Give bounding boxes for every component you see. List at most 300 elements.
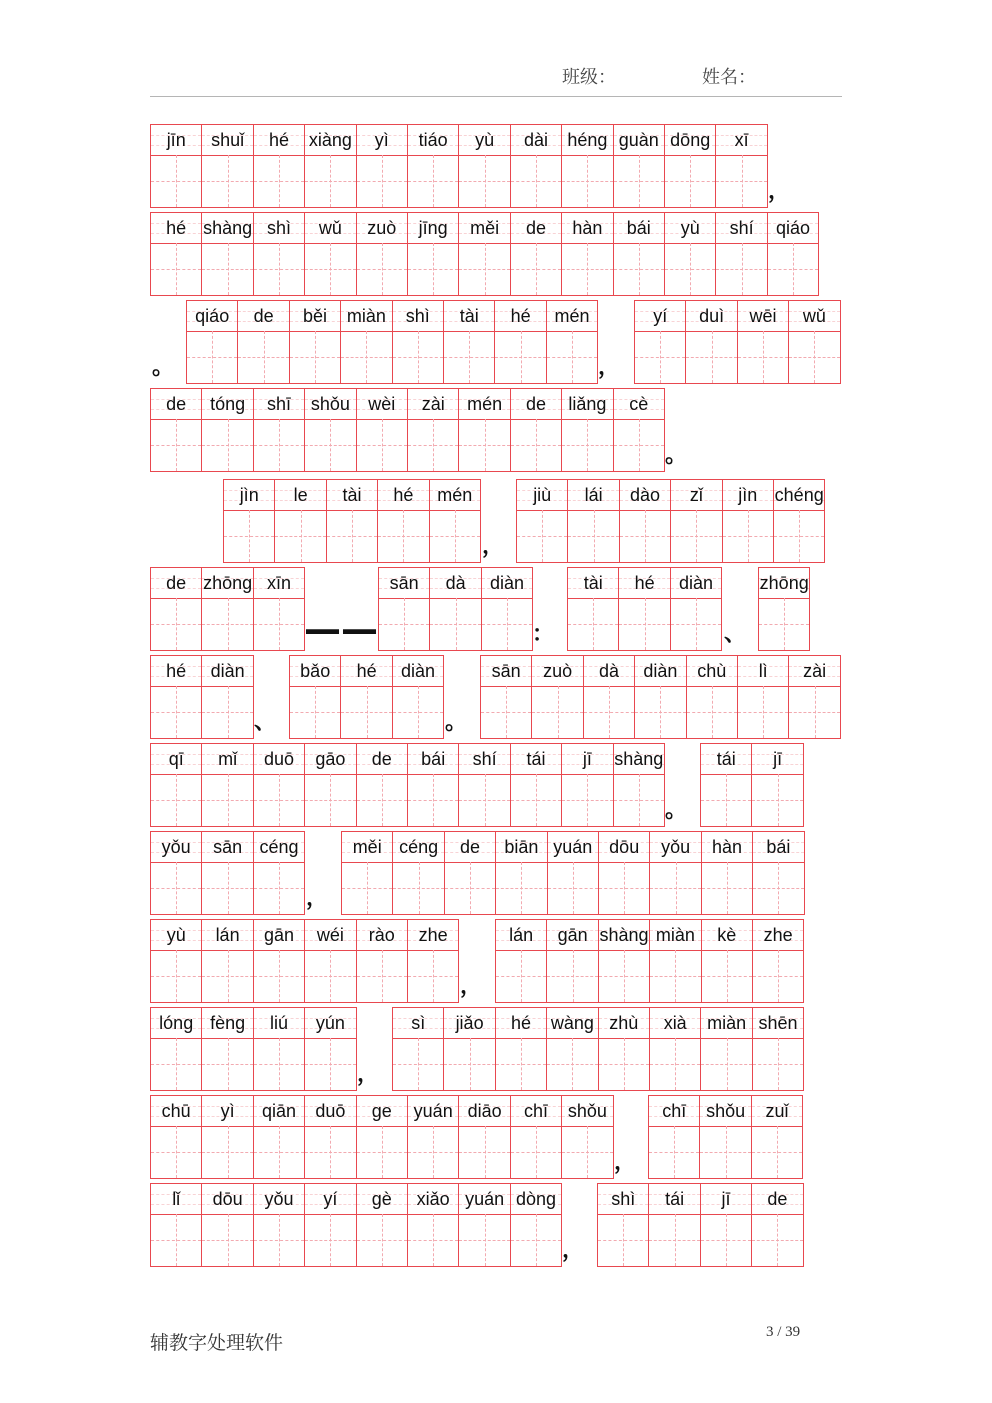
character-box <box>305 1214 355 1266</box>
grid-guide-line <box>536 1214 537 1266</box>
writing-cell <box>752 919 804 1003</box>
pinyin-box <box>202 389 252 420</box>
writing-cell <box>253 743 305 827</box>
pinyin-syllable: gè <box>371 1189 392 1209</box>
character-box <box>511 1126 561 1178</box>
character-box <box>357 950 407 1002</box>
writing-cell <box>758 567 810 651</box>
pinyin-syllable: shì <box>405 306 430 326</box>
pinyin-box <box>305 389 355 420</box>
pinyin-syllable: liú <box>269 1013 288 1033</box>
grid-segment <box>700 743 804 827</box>
writing-cell <box>510 1183 562 1267</box>
character-box <box>547 331 597 383</box>
pinyin-syllable: yuán <box>413 1101 453 1121</box>
writing-cell <box>664 212 716 296</box>
grid-guide-line <box>176 419 177 471</box>
pinyin-box <box>357 744 407 775</box>
writing-cell <box>304 743 356 827</box>
punctuation-mark: 、 <box>724 622 747 647</box>
grid-segment <box>341 831 805 915</box>
writing-cell <box>304 1007 356 1091</box>
writing-cell <box>253 212 305 296</box>
pinyin-syllable: diāo <box>467 1101 502 1121</box>
writing-cell <box>752 831 804 915</box>
writing-cell <box>150 212 202 296</box>
writing-cell <box>253 567 305 651</box>
writing-cell <box>253 1007 305 1091</box>
writing-cell <box>583 655 635 739</box>
pinyin-syllable: lán <box>509 925 534 945</box>
pinyin-syllable: zài <box>803 661 827 681</box>
pinyin-box <box>408 1184 458 1215</box>
pinyin-syllable: xī <box>734 130 749 150</box>
character-box <box>517 510 567 562</box>
writing-cell <box>648 1183 700 1267</box>
writing-cell <box>150 919 202 1003</box>
character-box <box>459 774 509 826</box>
character-box <box>687 686 737 738</box>
character-box <box>495 331 545 383</box>
character-box <box>459 155 509 207</box>
pinyin-syllable: gān <box>557 925 588 945</box>
writing-cell <box>201 655 253 739</box>
grid-segment <box>150 212 819 296</box>
pinyin-syllable: běi <box>302 306 327 326</box>
character-box <box>752 774 802 826</box>
grid-segment <box>186 300 598 384</box>
pinyin-box <box>459 1184 509 1215</box>
pinyin-syllable: diàn <box>400 661 435 681</box>
pinyin-box <box>357 920 407 951</box>
pinyin-box <box>254 832 304 863</box>
footer-software-name: 辅教字处理软件 <box>150 1332 284 1354</box>
pinyin-syllable: jiù <box>533 485 552 505</box>
writing-cell <box>516 479 568 563</box>
grid-guide-line <box>352 510 353 562</box>
pinyin-box <box>357 1096 407 1127</box>
pinyin-row <box>0 479 992 563</box>
grid-guide-line <box>249 510 250 562</box>
pinyin-syllable: hé <box>268 130 289 150</box>
character-box <box>650 862 700 914</box>
writing-cell <box>546 919 598 1003</box>
writing-cell <box>304 919 356 1003</box>
pinyin-syllable: fèng <box>210 1013 246 1033</box>
pinyin-box <box>151 213 201 244</box>
character-box <box>357 243 407 295</box>
pinyin-syllable: qiáo <box>195 306 230 326</box>
pinyin-box <box>511 1096 561 1127</box>
pinyin-box <box>496 832 546 863</box>
character-box <box>496 862 546 914</box>
character-box <box>700 1126 750 1178</box>
grid-guide-line <box>573 950 574 1002</box>
grid-guide-line <box>279 598 280 650</box>
character-box <box>789 686 839 738</box>
punctuation-mark: 。 <box>665 443 688 468</box>
pinyin-box <box>547 1008 597 1039</box>
pinyin-box <box>496 920 546 951</box>
pinyin-box <box>768 213 818 244</box>
character-box <box>562 243 612 295</box>
character-box <box>254 598 304 650</box>
grid-guide-line <box>279 419 280 471</box>
writing-cell <box>686 655 738 739</box>
pinyin-box <box>459 213 509 244</box>
character-box <box>496 950 546 1002</box>
writing-cell <box>150 1183 202 1267</box>
character-box <box>341 331 391 383</box>
writing-cell <box>598 919 650 1003</box>
grid-guide-line <box>799 510 800 562</box>
pinyin-syllable: miàn <box>346 306 386 326</box>
pinyin-syllable: héng <box>567 130 608 150</box>
pinyin-box <box>408 1096 458 1127</box>
character-box <box>445 862 495 914</box>
pinyin-box <box>716 213 766 244</box>
pinyin-syllable: lì <box>758 661 768 681</box>
writing-cell <box>201 831 253 915</box>
pinyin-box <box>650 920 700 951</box>
pinyin-syllable: wǔ <box>802 306 826 326</box>
character-box <box>357 774 407 826</box>
character-box <box>408 155 458 207</box>
character-box <box>305 243 355 295</box>
writing-cell <box>150 1095 202 1179</box>
grid-guide-line <box>176 598 177 650</box>
writing-cell <box>561 388 613 472</box>
grid-guide-line <box>793 243 794 295</box>
character-box <box>665 243 715 295</box>
grid-guide-line <box>301 510 302 562</box>
writing-cell <box>201 1007 253 1091</box>
character-box <box>752 1126 802 1178</box>
pinyin-box <box>305 744 355 775</box>
grid-segment <box>150 919 459 1003</box>
pinyin-box <box>151 1096 201 1127</box>
character-box <box>547 950 597 1002</box>
writing-cell <box>458 388 510 472</box>
writing-cell <box>634 300 686 384</box>
character-box <box>459 243 509 295</box>
character-box <box>649 1214 699 1266</box>
character-box <box>723 510 773 562</box>
character-box <box>151 950 201 1002</box>
pinyin-box <box>753 1008 803 1039</box>
writing-cell <box>150 655 202 739</box>
grid-guide-line <box>382 1126 383 1178</box>
pinyin-box <box>789 301 839 332</box>
grid-guide-line <box>382 1214 383 1266</box>
grid-guide-line <box>536 774 537 826</box>
character-box <box>614 419 664 471</box>
pinyin-box <box>408 389 458 420</box>
writing-cell <box>597 1183 649 1267</box>
pinyin-syllable: de <box>253 306 274 326</box>
pinyin-syllable: yǒu <box>264 1189 294 1209</box>
pinyin-syllable: shí <box>472 749 497 769</box>
writing-cell <box>356 212 408 296</box>
pinyin-box <box>408 213 458 244</box>
writing-cell <box>634 655 686 739</box>
character-box <box>702 950 752 1002</box>
pinyin-box <box>496 1008 546 1039</box>
pinyin-syllable: qiān <box>261 1101 296 1121</box>
pinyin-syllable: dōng <box>670 130 711 150</box>
writing-cell <box>649 919 701 1003</box>
pinyin-box <box>408 920 458 951</box>
writing-cell <box>356 743 408 827</box>
grid-guide-line <box>777 1126 778 1178</box>
grid-guide-line <box>330 419 331 471</box>
grid-guide-line <box>690 155 691 207</box>
character-box <box>254 1126 304 1178</box>
character-box <box>599 1038 649 1090</box>
writing-cell <box>304 124 356 208</box>
pinyin-row <box>0 212 992 296</box>
character-box <box>202 774 252 826</box>
character-box <box>305 774 355 826</box>
pinyin-syllable: de <box>525 394 546 414</box>
writing-cell <box>481 567 533 651</box>
writing-cell <box>751 743 803 827</box>
pinyin-box <box>716 125 766 156</box>
grid-guide-line <box>676 862 677 914</box>
pinyin-box <box>254 744 304 775</box>
character-box <box>671 598 721 650</box>
grid-segment <box>480 655 841 739</box>
writing-cell <box>356 1183 408 1267</box>
pinyin-box <box>202 744 252 775</box>
writing-cell <box>561 124 613 208</box>
writing-cell <box>356 919 408 1003</box>
pinyin-syllable: zhe <box>763 925 793 945</box>
pinyin-box <box>547 920 597 951</box>
writing-cell <box>561 1095 613 1179</box>
grid-guide-line <box>726 1214 727 1266</box>
pinyin-syllable: jìn <box>239 485 259 505</box>
grid-guide-line <box>690 243 691 295</box>
pinyin-box <box>753 920 803 951</box>
punctuation-mark: 、 <box>254 710 277 735</box>
pinyin-syllable: chī <box>662 1101 687 1121</box>
writing-cell <box>561 212 613 296</box>
character-box <box>151 1038 201 1090</box>
writing-cell <box>201 1183 253 1267</box>
punctuation-mark: ， <box>562 1238 585 1263</box>
writing-cell <box>253 919 305 1003</box>
pinyin-box <box>671 480 721 511</box>
pinyin-box <box>357 1184 407 1215</box>
pinyin-box <box>290 656 340 687</box>
grid-guide-line <box>382 419 383 471</box>
grid-guide-line <box>536 419 537 471</box>
writing-cell <box>407 212 459 296</box>
pinyin-box <box>305 1184 355 1215</box>
writing-cell <box>648 1095 700 1179</box>
name-label: 姓名： <box>702 67 756 88</box>
writing-cell <box>356 124 408 208</box>
pinyin-syllable: tài <box>459 306 479 326</box>
character-box <box>568 598 618 650</box>
character-box <box>254 419 304 471</box>
pinyin-syllable: bǎo <box>300 661 331 681</box>
pinyin-syllable: guàn <box>618 130 659 150</box>
pinyin-box <box>649 1184 699 1215</box>
grid-guide-line <box>727 950 728 1002</box>
character-box <box>511 243 561 295</box>
pinyin-box <box>620 480 670 511</box>
pinyin-box <box>562 125 612 156</box>
character-box <box>459 1126 509 1178</box>
character-box <box>305 950 355 1002</box>
pinyin-row <box>0 743 992 827</box>
grid-guide-line <box>228 686 229 738</box>
pinyin-row <box>0 919 992 1003</box>
pinyin-syllable: sān <box>389 573 419 593</box>
character-box <box>686 331 736 383</box>
pinyin-box <box>702 832 752 863</box>
pinyin-syllable: kè <box>717 925 737 945</box>
character-box <box>151 862 201 914</box>
pinyin-box <box>459 744 509 775</box>
pinyin-box <box>151 832 201 863</box>
pinyin-box <box>378 480 428 511</box>
pinyin-syllable: sān <box>213 837 243 857</box>
pinyin-box <box>254 568 304 599</box>
pinyin-box <box>482 568 532 599</box>
grid-guide-line <box>279 243 280 295</box>
character-box <box>151 419 201 471</box>
pinyin-box <box>584 656 634 687</box>
pinyin-syllable: shǒu <box>567 1101 607 1121</box>
pinyin-box <box>511 744 561 775</box>
pinyin-box <box>254 1096 304 1127</box>
pinyin-syllable: zhōng <box>203 573 253 593</box>
pinyin-syllable: shēn <box>758 1013 798 1033</box>
character-box <box>701 1214 751 1266</box>
pinyin-box <box>599 832 649 863</box>
pinyin-syllable: hàn <box>711 837 743 857</box>
character-box <box>357 1126 407 1178</box>
grid-guide-line <box>536 243 537 295</box>
character-box <box>716 155 766 207</box>
pinyin-syllable: jiǎo <box>455 1013 484 1033</box>
character-box <box>305 1126 355 1178</box>
pinyin-box <box>393 656 443 687</box>
grid-guide-line <box>778 862 779 914</box>
pinyin-box <box>341 301 391 332</box>
character-box <box>151 686 201 738</box>
grid-guide-line <box>587 419 588 471</box>
pinyin-syllable: dōu <box>609 837 640 857</box>
character-box <box>511 1214 561 1266</box>
pinyin-box <box>151 1008 201 1039</box>
pinyin-box <box>202 832 252 863</box>
pinyin-syllable: shì <box>611 1189 636 1209</box>
grid-guide-line <box>403 510 404 562</box>
grid-guide-line <box>609 686 610 738</box>
pinyin-box <box>430 480 480 511</box>
pinyin-box <box>752 744 802 775</box>
grid-guide-line <box>675 1038 676 1090</box>
writing-cell <box>407 1095 459 1179</box>
character-box <box>408 419 458 471</box>
pinyin-syllable: zài <box>421 394 445 414</box>
writing-cell <box>480 655 532 739</box>
character-box <box>151 774 201 826</box>
grid-guide-line <box>455 510 456 562</box>
grid-guide-line <box>815 686 816 738</box>
pinyin-syllable: jìn <box>738 485 758 505</box>
grid-guide-line <box>536 1126 537 1178</box>
pinyin-row <box>0 1007 992 1091</box>
pinyin-syllable: ge <box>371 1101 392 1121</box>
punctuation-mark: ， <box>482 534 505 559</box>
character-box <box>202 419 252 471</box>
pinyin-syllable: céng <box>399 837 439 857</box>
punctuation-mark: ， <box>460 974 483 999</box>
grid-guide-line <box>382 155 383 207</box>
pinyin-box <box>444 1008 494 1039</box>
character-box <box>254 1038 304 1090</box>
writing-cell <box>326 479 378 563</box>
character-box <box>562 155 612 207</box>
pinyin-syllable: yù <box>680 218 700 238</box>
writing-cell <box>773 479 825 563</box>
character-box <box>701 774 751 826</box>
character-box <box>202 598 252 650</box>
grid-segment <box>516 479 825 563</box>
pinyin-syllable: hé <box>634 573 655 593</box>
grid-segment <box>758 567 810 651</box>
pinyin-syllable: sān <box>491 661 521 681</box>
grid-guide-line <box>382 950 383 1002</box>
pinyin-syllable: dà <box>445 573 466 593</box>
pinyin-box <box>759 568 809 599</box>
pinyin-box <box>599 920 649 951</box>
character-box <box>532 686 582 738</box>
character-box <box>635 686 685 738</box>
grid-segment <box>392 1007 804 1091</box>
writing-cell <box>531 655 583 739</box>
grid-guide-line <box>748 510 749 562</box>
grid-guide-line <box>674 1126 675 1178</box>
grid-guide-line <box>763 686 764 738</box>
pinyin-syllable: zuò <box>367 218 397 238</box>
grid-segment <box>150 743 665 827</box>
grid-guide-line <box>228 419 229 471</box>
pinyin-syllable: yǒu <box>161 837 191 857</box>
writing-cell <box>619 479 671 563</box>
writing-cell <box>289 300 341 384</box>
character-box <box>290 686 340 738</box>
grid-guide-line <box>777 1214 778 1266</box>
grid-guide-line <box>433 155 434 207</box>
grid-segment <box>567 567 722 651</box>
character-box <box>202 950 252 1002</box>
pinyin-syllable: tái <box>526 749 546 769</box>
character-box <box>151 155 201 207</box>
pinyin-syllable: xiǎo <box>416 1189 450 1209</box>
grid-segment <box>634 300 841 384</box>
pinyin-syllable: tài <box>583 573 603 593</box>
pinyin-syllable: diàn <box>643 661 678 681</box>
pinyin-syllable: zuǐ <box>765 1101 789 1121</box>
grid-guide-line <box>485 243 486 295</box>
pinyin-box <box>568 480 618 511</box>
